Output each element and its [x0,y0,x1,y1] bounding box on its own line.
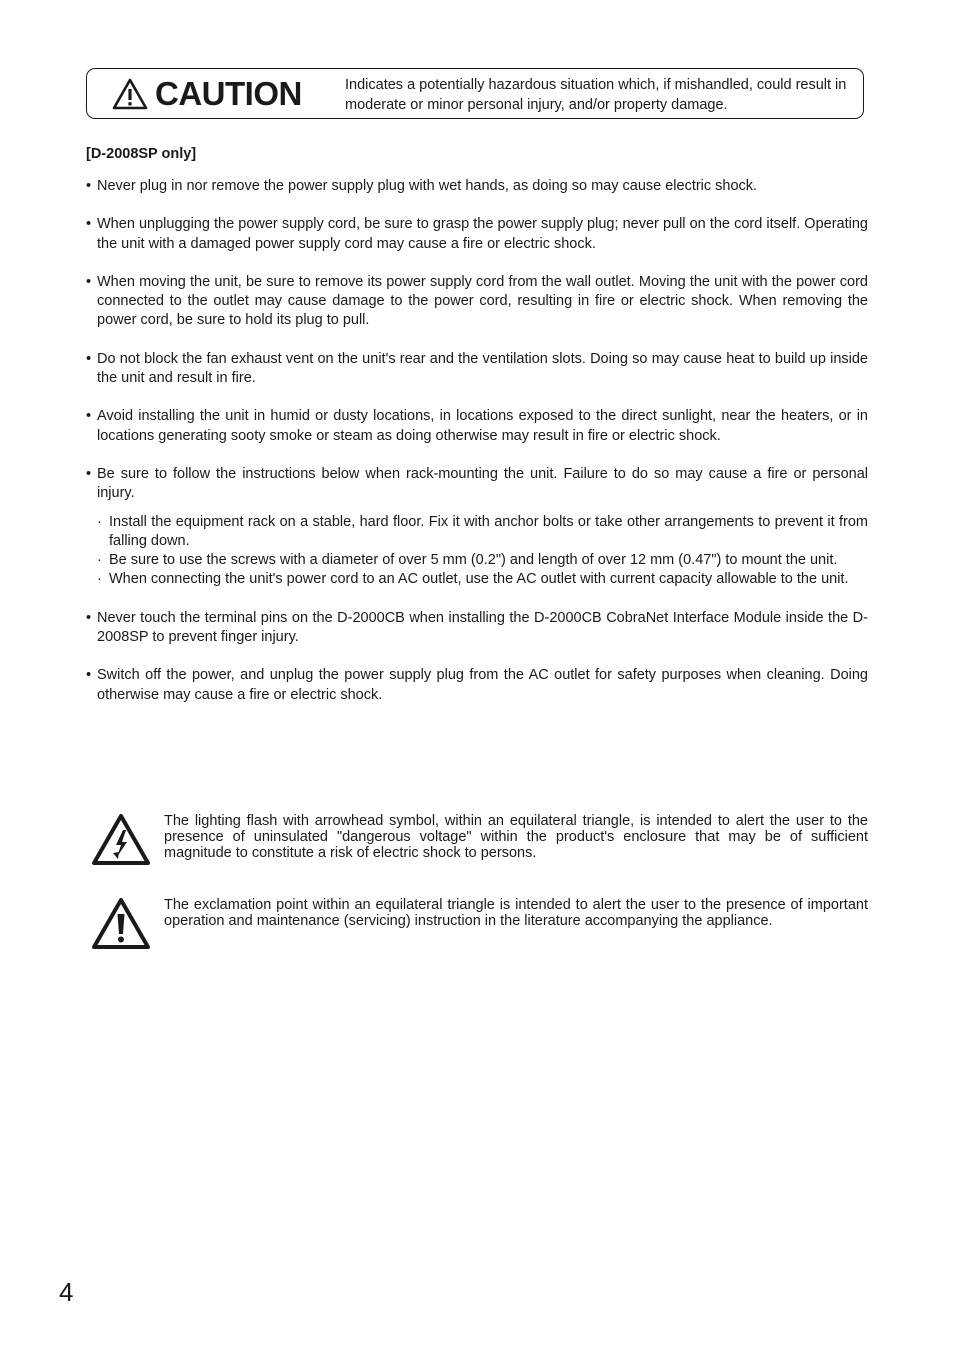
warning-triangle-icon [112,78,148,110]
caution-description: Indicates a potentially hazardous situation which, if mishandled, could result in moderate or minor personal injury, and/or property damage. [345,77,847,113]
list-item-text: Switch off the power, and unplug the power supply plug from the AC outlet for safety purposes when cleaning. Doing otherwise may cause a fire or electric shock. [97,667,868,703]
list-item [86,407,868,446]
bullet-mark: • [86,609,92,626]
caution-banner [86,68,864,119]
list-item-text: Do not block the fan exhaust vent on the unit's rear and the ventilation slots. Doing so may cause heat to build up inside the unit and result in fire. [97,350,868,387]
caution-title: CAUTION [155,75,302,112]
sub-bullet-mark: · [97,513,102,530]
list-item [86,666,868,705]
sub-bullet-mark: · [97,552,102,569]
list-item [86,609,868,648]
lightning-triangle-icon [91,813,151,867]
sub-bullet-mark: · [97,571,102,588]
sub-list-item [86,570,868,589]
list-item-text: Be sure to follow the instructions below when rack-mounting the unit. Failure to do so may cause a fire or personal injury. [97,465,868,502]
list-item-text: Avoid installing the unit in humid or dusty locations, in locations exposed to the direct sunlight, near the heaters, or in locations generating sooty smoke or steam as doing otherwise may result in fire or electric shock. [97,408,868,444]
bullet-mark: • [86,465,92,482]
bullet-mark: • [86,178,92,194]
list-item-text: When unplugging the power supply cord, be sure to grasp the power supply plug; never pull on the cord itself. Operating the unit with a damaged power supply cord may cause a fire or electric shock. [97,216,868,252]
page-number: 4 [59,1277,74,1307]
sub-list-item-text: When connecting the unit's power cord to an AC outlet, use the AC outlet with current capacity allowable to the unit. [109,571,849,588]
sub-list-item-text: Install the equipment rack on a stable, hard floor. Fix it with anchor bolts or take other arrangements to prevent it from falling down. [109,513,868,549]
list-item [86,350,868,389]
list-item [86,177,868,196]
bullet-mark: • [86,667,92,684]
bullet-mark: • [86,273,92,290]
sub-list-item [86,513,868,552]
lightning-symbol-text: The lighting flash with arrowhead symbol, within an equilateral triangle, is intended to alert the user to the presence of uninsulated "dangerous voltage" within the product's enclosure that may be of sufficient magnitude to constitute a risk of electric shock to persons. [164,813,868,861]
list-item-text: When moving the unit, be sure to remove its power supply cord from the wall outlet. Moving the unit with the power cord connected to the outlet may cause damage to the power cord, resulting in fire or electric shock. When removing the power cord, be sure to hold its plug to pull. [97,273,868,329]
list-item-text: Never touch the terminal pins on the D-2000CB when installing the D-2000CB CobraNet Interface Module inside the D-2008SP to prevent finger injury. [97,609,868,646]
bullet-mark: • [86,216,92,233]
list-item [86,273,868,331]
sub-list [97,513,868,590]
sub-list-item-text: Be sure to use the screws with a diameter of over 5 mm (0.2") and length of over 12 mm (0.47") to mount the unit. [109,552,838,569]
safety-instructions [86,145,868,724]
bullet-mark: • [86,350,92,367]
section-heading: [D-2008SP only] [86,146,197,162]
sub-list-item [86,551,868,570]
bullet-mark: • [86,408,92,425]
list-item [86,215,868,254]
list-item-text: Never plug in nor remove the power supply plug with wet hands, as doing so may cause electric shock. [97,178,758,194]
list-item [86,465,868,590]
exclamation-triangle-icon [91,897,151,951]
exclamation-symbol-text: The exclamation point within an equilateral triangle is intended to alert the user to the presence of important operation and maintenance (servicing) instruction in the literature accompanying the appliance. [164,897,868,929]
bullet-list [86,177,868,705]
